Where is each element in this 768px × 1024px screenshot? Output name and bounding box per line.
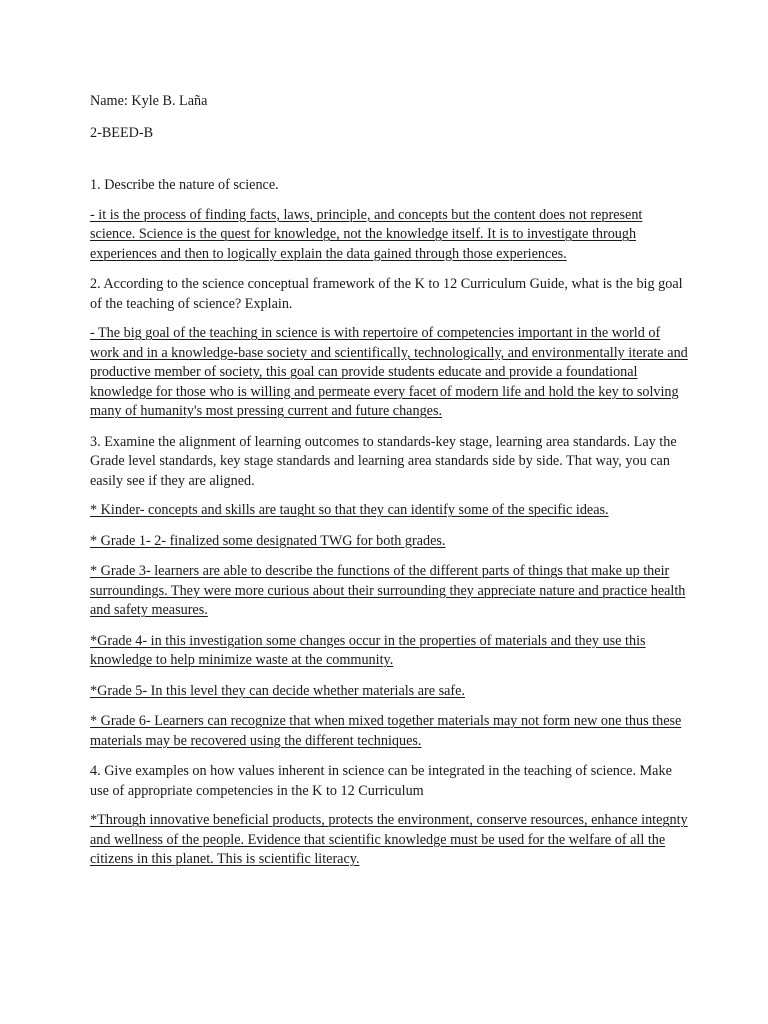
answer-3-grade-4: *Grade 4- in this investigation some changes occur in the properties of materials and they use this knowledge to help minimize waste at the community. [90,632,646,668]
question-3: 3. Examine the alignment of learning outcomes to standards-key stage, learning area standards. Lay the Grade level standards, key stage standards and learning area standards side by side. That way, you can easily see if they are aligned. [90,433,677,489]
answer-2: - The big goal of the teaching in science is with repertoire of competencies important in the world of work and in a knowledge-base society and scientifically, technologically, and environmentally iterate and productive member of society, this goal can provide students educate and provide a foundational knowledge for those who is willing and permeate every facet of modern life and hold the key to solving many of humanity's most pressing current and future changes. [90,325,688,419]
student-name: Name: Kyle B. Laña [90,93,208,109]
answer-4: *Through innovative beneficial products, protects the environment, conserve resources, enhance integnty and wellness of the people. Evidence that scientific knowledge must be used for the welfare of all the citizens in this planet. This is scientific literacy. [90,812,688,867]
question-2: 2. According to the science conceptual framework of the K to 12 Curriculum Guide, what is the big goal of the teaching of science? Explain. [90,276,683,312]
answer-3-grade-6: * Grade 6- Learners can recognize that when mixed together materials may not form new one thus these materials may be recovered using the different techniques. [90,713,682,749]
question-4: 4. Give examples on how values inherent in science can be integrated in the teaching of science. Make use of appropriate competencies in the K to 12 Curriculum [90,763,672,799]
answer-3-kinder: * Kinder- concepts and skills are taught so that they can identify some of the specific ideas. [90,502,609,518]
answer-1-text: - it is the process of finding facts, laws, principle, and concepts but the content does not represent science. Science is the quest for knowledge, not the knowledge itself. It is to investigate through experiences and then to logically explain the data gained through those experiences [90,206,643,262]
student-section: 2-BEED-B [90,124,154,141]
answer-3-grade-5: *Grade 5- In this level they can decide whether materials are safe. [90,682,466,699]
question-1: 1. Describe the nature of science. [90,177,279,193]
answer-3-grade-3: * Grade 3- learners are able to describe the functions of the different parts of things that make up their surroundings. They were more curious about their surrounding they appreciate nature and practice health and safety measures. [90,563,686,618]
answer-1 [90,206,690,265]
answer-1-period: . [563,245,567,262]
document-page [90,92,690,881]
answer-3-grade-1-2: * Grade 1- 2- finalized some designated TWG for both grades. [90,532,446,549]
